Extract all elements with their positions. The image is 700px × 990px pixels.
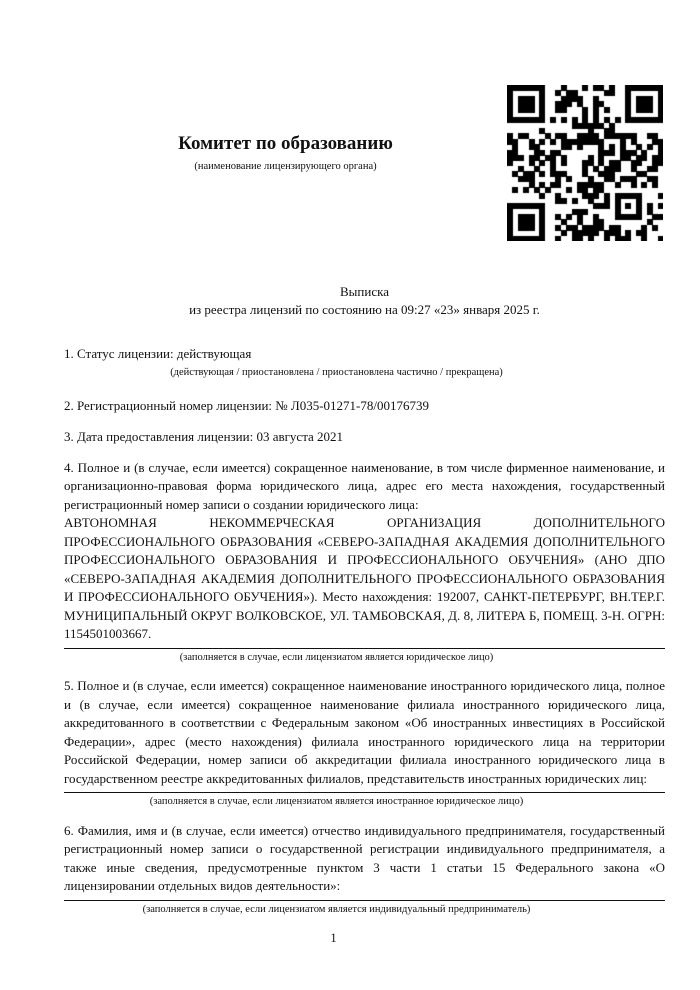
field-registration-number: 2. Регистрационный номер лицензии: № Л035-01271-78/00176739 [64, 397, 430, 413]
document-title-line2: из реестра лицензий по состоянию на 09:27 «23» января 2025 г. [189, 301, 540, 317]
field-license-status-caption: (действующая / приостановлена / приостановлена частично / прекращена) [170, 366, 503, 378]
field-grant-date: 3. Дата предоставления лицензии: 03 августа 2021 [64, 428, 344, 444]
fill-line-foreign-entity [64, 792, 665, 793]
licensing-authority-name: Комитет по образованию [178, 133, 393, 154]
page-number: 1 [330, 930, 337, 945]
field-legal-entity-value: АВТОНОМНАЯ НЕКОММЕРЧЕСКАЯ ОРГАНИЗАЦИЯ ДОПОЛНИТЕЛЬНОГО ПРОФЕССИОНАЛЬНОГО ОБРАЗОВАНИЯ «СЕВЕРО-ЗАПАДНАЯ АКАДЕМИЯ ДОПОЛНИТЕЛЬНОГО ПРОФЕССИОНАЛЬНОГО ОБРАЗОВАНИЯ И ПРОФЕССИОНАЛЬНОГО ОБУЧЕНИЯ» (АНО ДПО «СЕВЕРО-ЗАПАДНАЯ АКАДЕМИЯ ДОПОЛНИТЕЛЬНОГО ПРОФЕССИОНАЛЬНОГО ОБРАЗОВАНИЯ И ПРОФЕССИОНАЛЬНОГО ОБУЧЕНИЯ»). Место нахождения: 192007, САНКТ-ПЕТЕРБУРГ, ВН.ТЕР.Г. МУНИЦИПАЛЬНЫЙ ОКРУГ ВОЛКОВСКОЕ, УЛ. ТАМБОВСКАЯ, Д. 8, ЛИТЕРА Б, ПОМЕЩ. 3-Н. ОГРН: 1154501003667. [64, 515, 665, 641]
field-foreign-entity-label: 5. Полное и (в случае, если имеется) сокращенное наименование иностранного юридического лица, полное и (в случае, если имеется) сокращенное наименование филиала иностранного юридического лица, аккредитованного в соответствии с Федеральным законом «Об иностранных инвестициях в Российской Федерации», адрес (место нахождения) филиала иностранного юридического лица на территории Российской Федерации, номер записи об аккредитации филиала иностранного юридического лица в государственном реестре аккредитованных филиалов, представительств иностранных юридических лиц: [64, 678, 665, 786]
document-title [64, 283, 665, 318]
field-individual-entrepreneur-label: 6. Фамилия, имя и (в случае, если имеется) отчество индивидуального предпринимателя, государственный регистрационный номер записи о государственной регистрации индивидуального предпринимателя, а также иные сведения, предусмотренные пунктом 3 части 1 статьи 15 Федерального закона «О лицензировании отдельных видов деятельности»: [64, 822, 665, 893]
field-legal-entity-label: 4. Полное и (в случае, если имеется) сокращенное наименование, в том числе фирменное наименование, и организационно-правовая форма юридического лица, адрес его места нахождения, государственный регистрационный номер записи о создании юридического лица: [64, 459, 665, 512]
licensing-authority-caption: (наименование лицензирующего органа) [194, 161, 377, 172]
document-title-line1: Выписка [340, 284, 389, 299]
qr-code-icon [507, 85, 663, 241]
field-license-status: 1. Статус лицензии: действующая [64, 346, 252, 361]
licensing-authority-header [64, 133, 507, 173]
document-body [64, 283, 665, 947]
field-foreign-entity-caption: (заполняется в случае, если лицензиатом является иностранное юридическое лицо) [149, 796, 524, 807]
fill-line-legal-entity [64, 648, 665, 649]
fill-line-individual-entrepreneur [64, 900, 665, 901]
field-individual-entrepreneur-caption: (заполняется в случае, если лицензиатом является индивидуальный предприниматель) [142, 903, 531, 915]
field-legal-entity-caption: (заполняется в случае, если лицензиатом является юридическое лицо) [179, 651, 494, 663]
